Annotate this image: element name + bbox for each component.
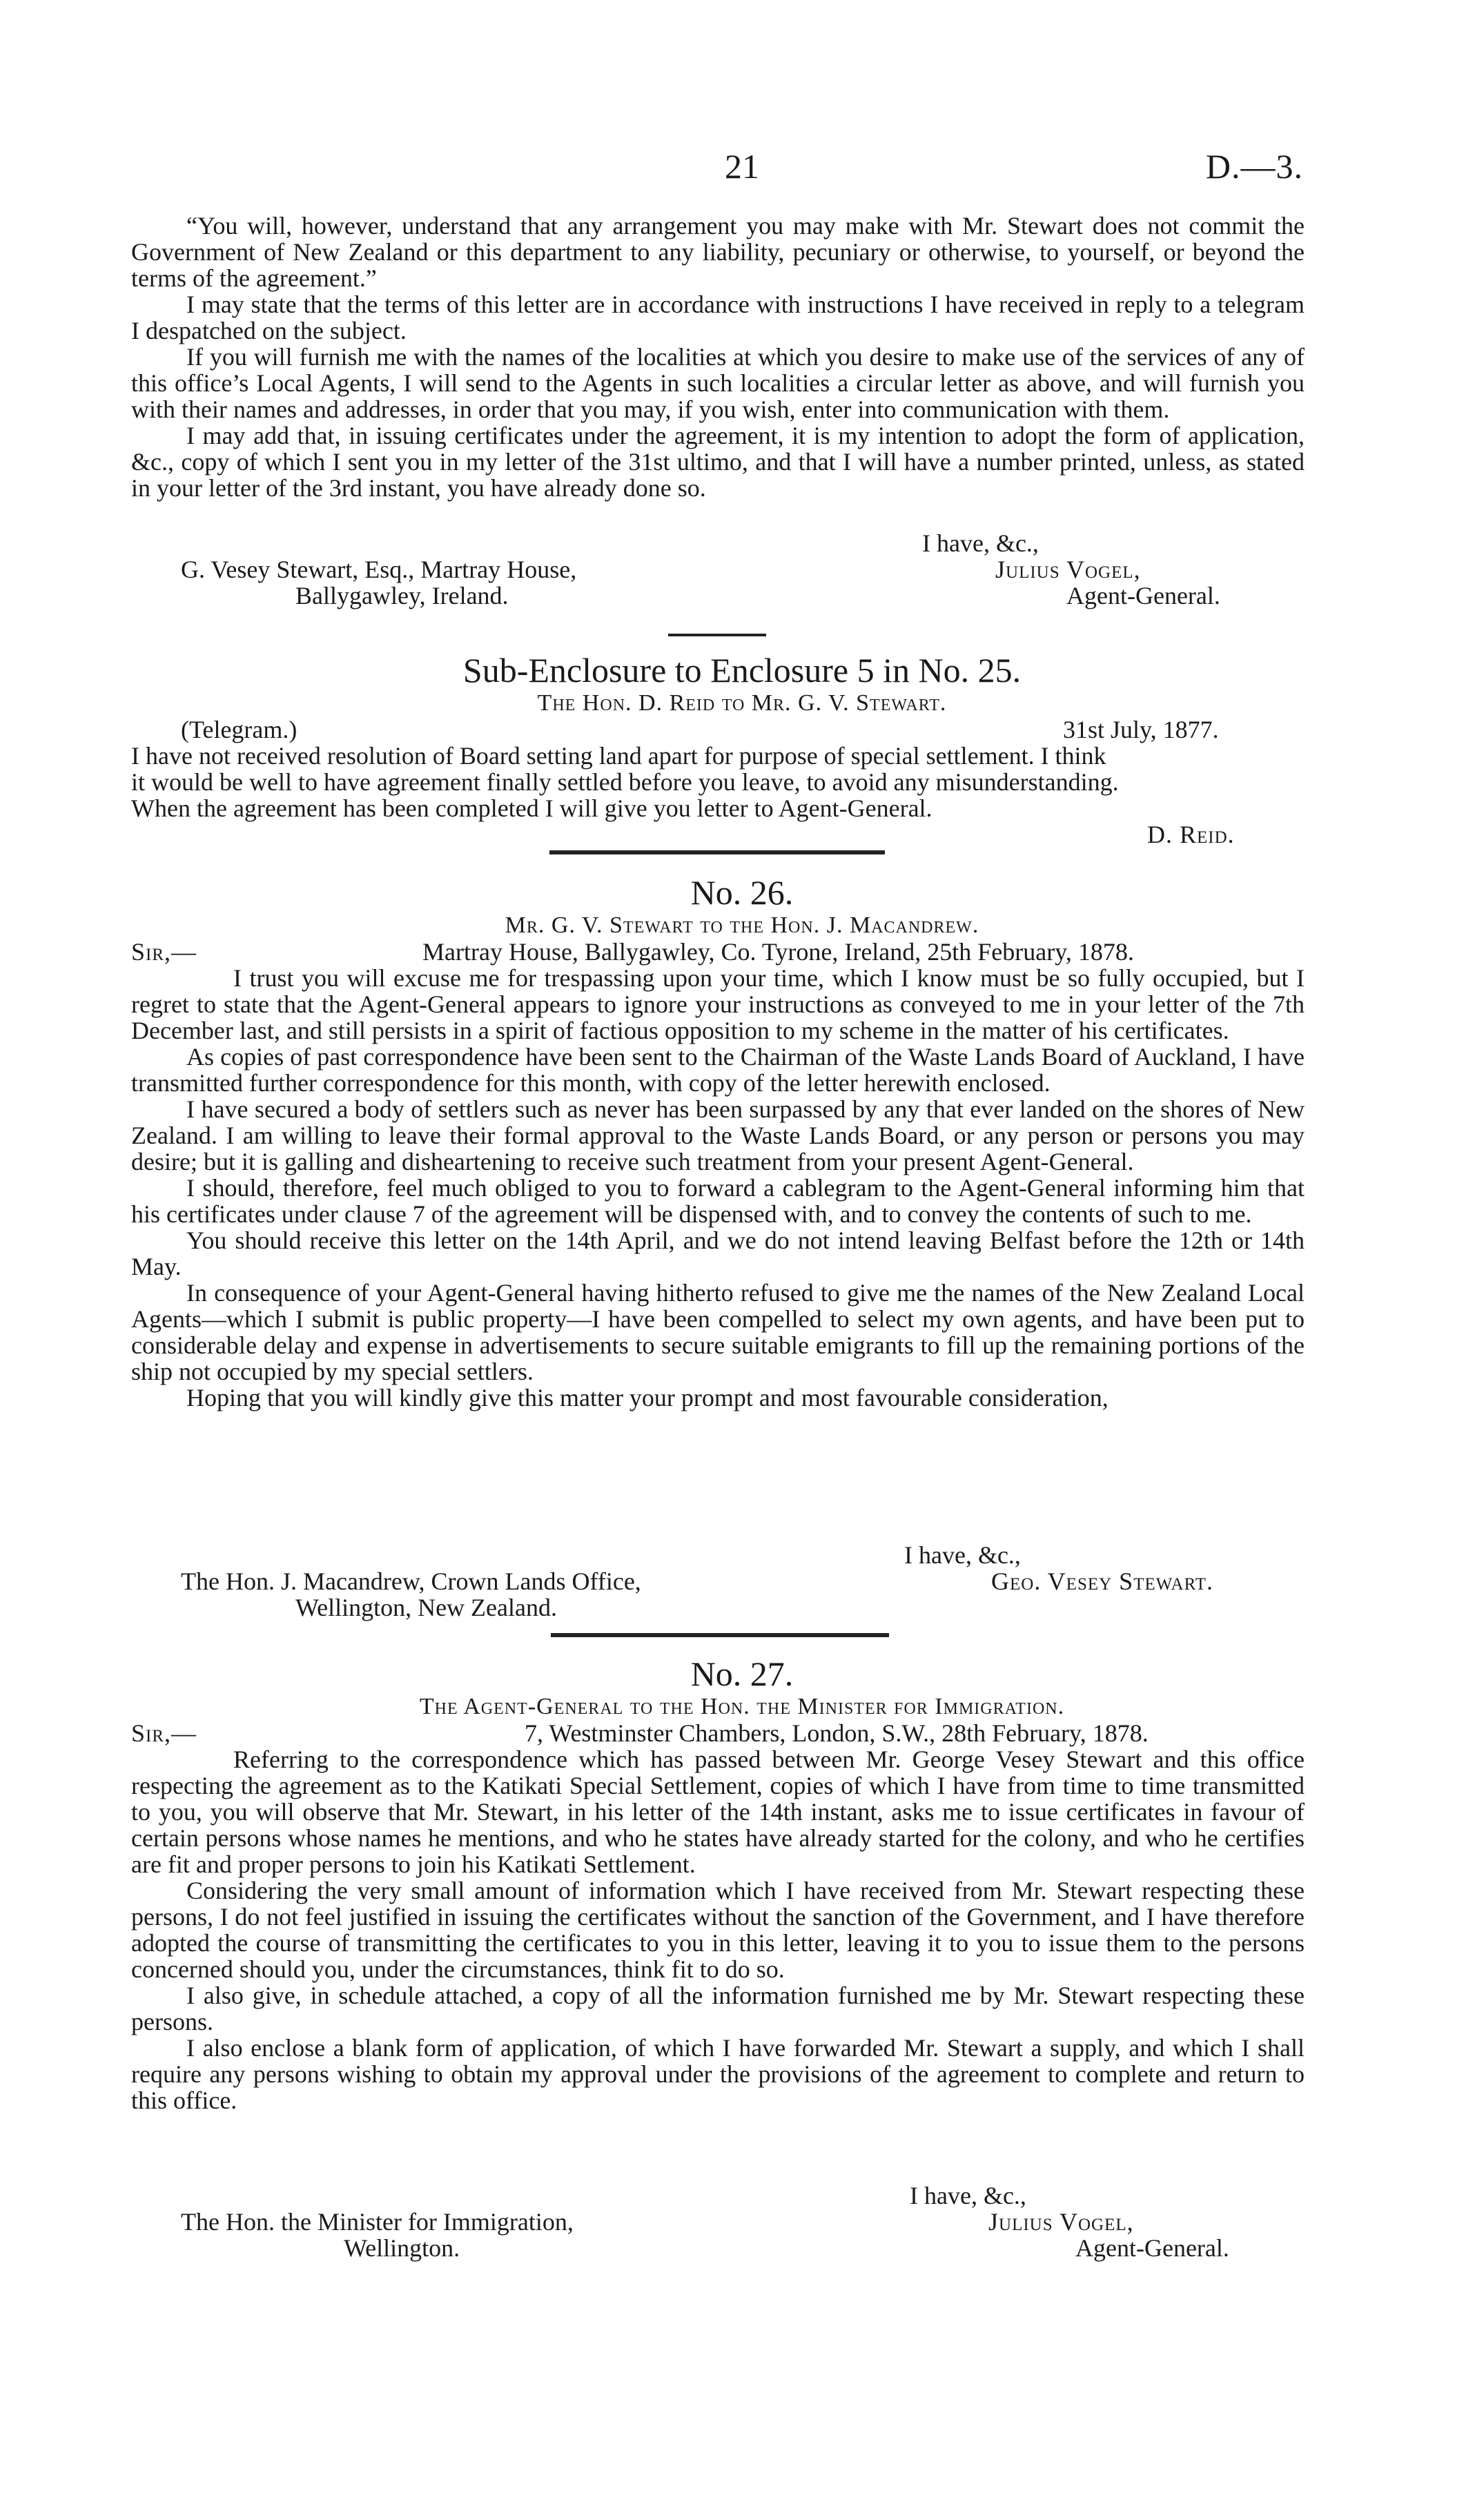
signatory: Julius Vogel,: [995, 556, 1141, 583]
paragraph: You should receive this letter on the 14th April, and we do not intend leaving Belfast before the 12th or 14th May.: [131, 1227, 1305, 1280]
letter-subheading: Mr. G. V. Stewart to the Hon. J. Macandrew.: [505, 912, 979, 938]
letter-subheading: The Agent-General to the Hon. the Minister for Immigration.: [419, 1694, 1065, 1719]
paragraph: I should, therefore, feel much obliged to you to forward a cablegram to the Agent-General informing him that his certificates under clause 7 of the agreement will be dispensed with, and to convey the contents of such to me.: [131, 1174, 1305, 1228]
addressee-line: G. Vesey Stewart, Esq., Martray House,: [181, 556, 577, 583]
addressee-line: Wellington, New Zealand.: [295, 1594, 557, 1621]
closing: I have, &c.,: [904, 1541, 1021, 1569]
paragraph: In consequence of your Agent-General having hitherto refused to give me the names of the New Zealand Local Agents—which I submit is public property—I have been compelled to select my own agents, and have been put to considerable delay and expense in advertisements to secure suitable emigrants to fill up the remaining portions of the ship not occupied by my special settlers.: [131, 1279, 1305, 1385]
paragraph: Referring to the correspondence which has passed between Mr. George Vesey Stewart and this office respecting the agreement as to the Katikati Special Settlement, copies of which I have from time to time transmitted to you, you will observe that Mr. Stewart, in his letter of the 14th instant, asks me to issue certificates in favour of certain persons whose names he mentions, and who he states have already started for the colony, and who he certifies are fit and proper persons to join his Katikati Settlement.: [131, 1746, 1305, 1878]
signatory: D. Reid.: [1147, 821, 1235, 848]
paragraph: I also give, in schedule attached, a copy of all the information furnished me by Mr. Stewart respecting these persons.: [131, 1982, 1305, 2035]
paragraph: I trust you will excuse me for trespassing upon your time, which I know must be so fully occupied, but I regret to state that the Agent-General appears to ignore your instructions as conveyed to me in your letter of the 7th December last, and still persists in a spirit of factious opposition to my scheme in the matter of his certificates.: [131, 964, 1305, 1044]
addressee-line: The Hon. the Minister for Immigration,: [181, 2208, 574, 2236]
signatory: Geo. Vesey Stewart.: [991, 1567, 1214, 1595]
paragraph: I also enclose a blank form of application, of which I have forwarded Mr. Stewart a supply, and which I shall require any persons wishing to obtain my approval under the provisions of the agreement to complete and return to this office.: [131, 2034, 1305, 2114]
signatory: Julius Vogel,: [988, 2208, 1134, 2236]
page-number: 21: [725, 147, 759, 186]
paragraph: I may add that, in issuing certificates under the agreement, it is my intention to adopt the form of application, &c., copy of which I sent you in my letter of the 31st ultimo, and that I will have a number printed, unless, as stated in your letter of the 3rd instant, you have already done so.: [131, 422, 1305, 502]
divider: [551, 1633, 889, 1637]
text-line: it would be well to have agreement finally settled before you leave, to avoid any misunderstanding.: [131, 768, 1119, 796]
address-date: Martray House, Ballygawley, Co. Tyrone, Ireland, 25th February, 1878.: [422, 938, 1134, 966]
section-heading: Sub-Enclosure to Enclosure 5 in No. 25.: [462, 651, 1022, 690]
signatory-title: Agent-General.: [1075, 2234, 1229, 2262]
addressee-line: Wellington.: [344, 2234, 460, 2262]
paragraph: As copies of past correspondence have been sent to the Chairman of the Waste Lands Board of Auckland, I have transmitted further correspondence for this month, with copy of the letter herewith enclosed.: [131, 1043, 1305, 1097]
telegram-body: [131, 743, 1305, 821]
divider: [668, 634, 766, 636]
telegram-label: (Telegram.): [181, 716, 297, 743]
text-line: I have not received resolution of Board setting land apart for purpose of special settlement. I think: [131, 742, 1106, 770]
divider: [549, 850, 885, 854]
signatory-title: Agent-General.: [1066, 582, 1220, 609]
salutation: Sir,—: [131, 1719, 197, 1747]
paragraph: Hoping that you will kindly give this matter your prompt and most favourable consideration,: [186, 1384, 1109, 1411]
section-subheading: The Hon. D. Reid to Mr. G. V. Stewart.: [537, 690, 947, 716]
paragraph: I have secured a body of settlers such as never has been surpassed by any that ever landed on the shores of New Zealand. I am willing to leave their formal approval to the Waste Lands Board, or any person or persons you may desire; but it is galling and disheartening to receive such treatment from your present Agent-General.: [131, 1095, 1305, 1175]
document-reference: D.—3.: [1205, 147, 1303, 186]
letter-heading: No. 26.: [690, 873, 794, 912]
closing: I have, &c.,: [910, 2182, 1026, 2209]
salutation: Sir,—: [131, 938, 197, 966]
text-line: When the agreement has been completed I will give you letter to Agent-General.: [131, 794, 933, 822]
letter-body: [131, 1746, 1305, 2113]
letter-heading: No. 27.: [690, 1654, 794, 1693]
paragraph: If you will furnish me with the names of the localities at which you desire to make use of the services of any of this office’s Local Agents, I will send to the Agents in such localities a circular letter as above, and will furnish you with their names and addresses, in order that you may, if you wish, enter into communication with them.: [131, 343, 1305, 423]
address-date: 7, Westminster Chambers, London, S.W., 28th February, 1878.: [525, 1719, 1149, 1747]
paragraph: Considering the very small amount of information which I have received from Mr. Stewart respecting these persons, I do not feel justified in issuing the certificates without the sanction of the Government, and I have therefore adopted the course of transmitting the certificates to you in this letter, leaving it to you to issue them to the persons concerned should you, under the circumstances, think fit to do so.: [131, 1877, 1305, 1983]
paragraph: I may state that the terms of this letter are in accordance with instructions I have received in reply to a telegram I despatched on the subject.: [131, 291, 1305, 344]
closing: I have, &c.,: [922, 529, 1039, 557]
paragraph: “You will, however, understand that any arrangement you may make with Mr. Stewart does not commit the Government of New Zealand or this department to any liability, pecuniary or otherwise, to yourself, or beyond the terms of the agreement.”: [131, 212, 1305, 292]
telegram-date: 31st July, 1877.: [1063, 716, 1219, 743]
letter-body: [131, 965, 1305, 1411]
continued-letter-body: [131, 213, 1305, 501]
addressee-line: The Hon. J. Macandrew, Crown Lands Office,: [181, 1567, 641, 1595]
addressee-line: Ballygawley, Ireland.: [295, 582, 509, 609]
